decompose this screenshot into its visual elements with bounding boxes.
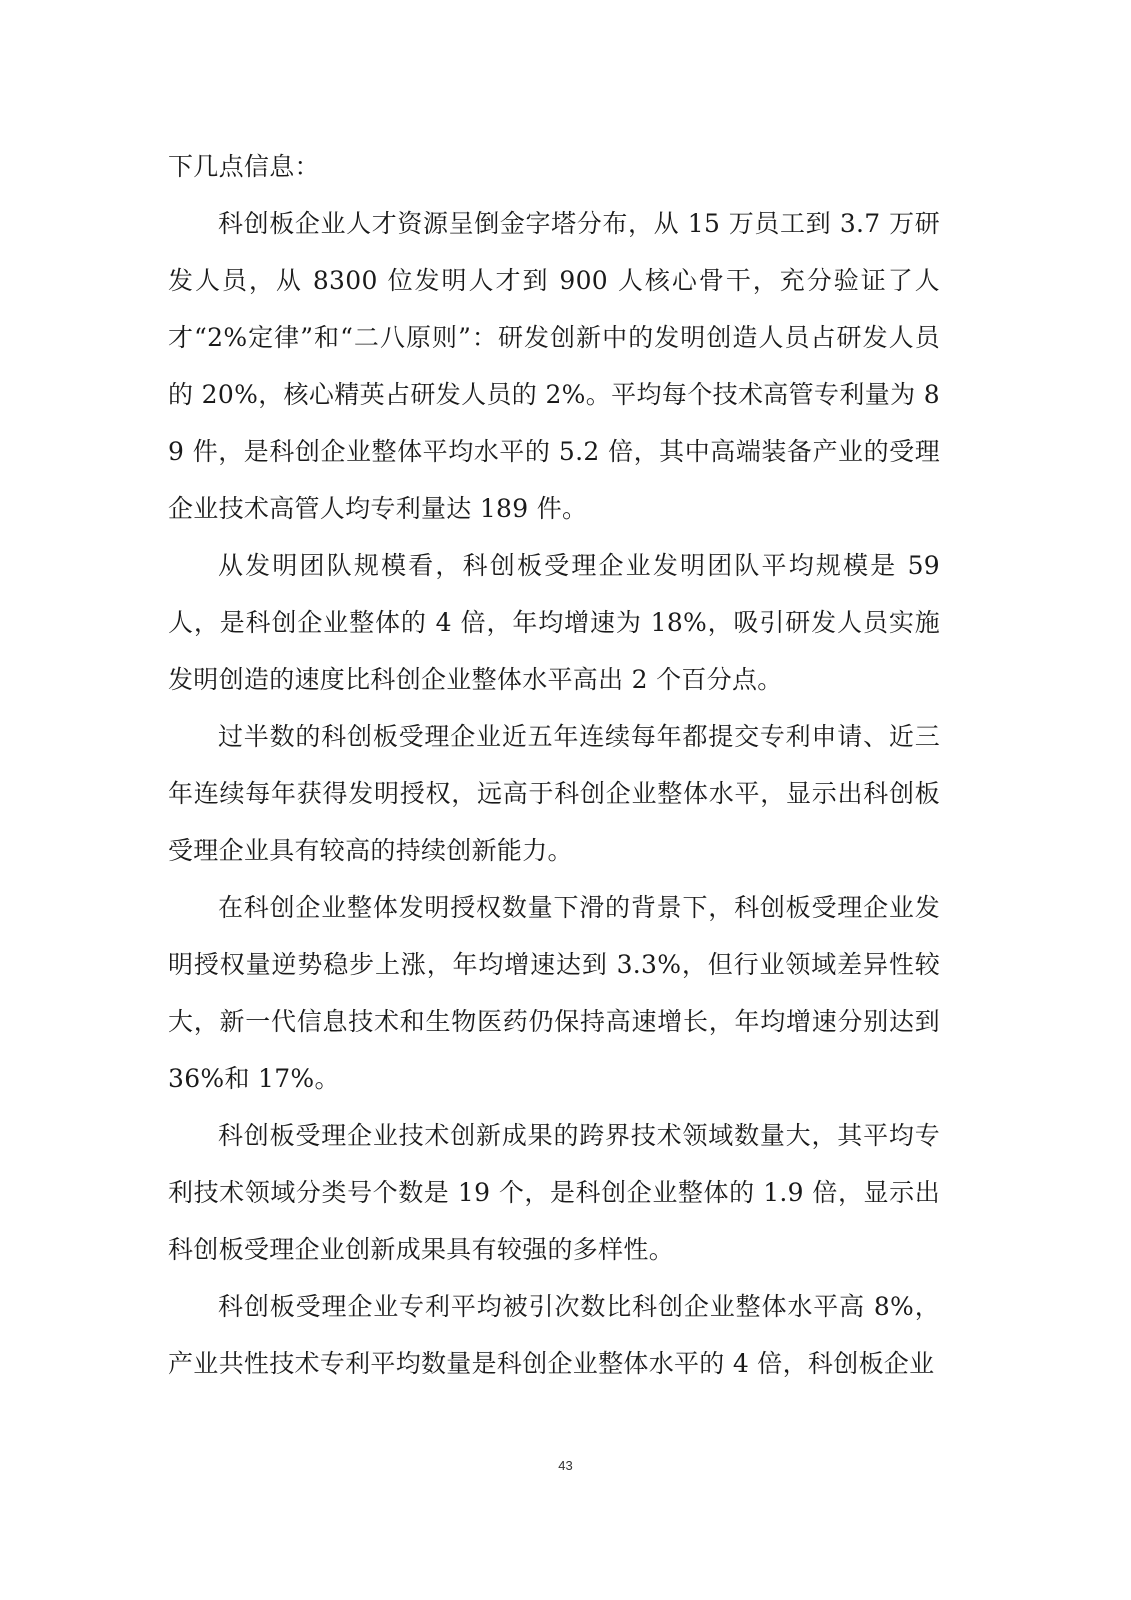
paragraph-team-scale: 从发明团队规模看，科创板受理企业发明团队平均规模是 59 人，是科创企业整体的 4 倍，年均增速为 18%，吸引研发人员实施发明创造的速度比科创企业整体水平高出 2 个百分点。	[168, 551, 940, 694]
paragraph-intro: 下几点信息：	[168, 152, 320, 181]
body-text	[168, 138, 940, 1392]
paragraph-citations: 科创板受理企业专利平均被引次数比科创企业整体水平高 8%，产业共性技术专利平均数量是科创企业整体水平的 4 倍，科创板企业	[168, 1292, 940, 1378]
paragraph-patent-grants: 在科创企业整体发明授权数量下滑的背景下，科创板受理企业发明授权量逆势稳步上涨，年均增速达到 3.3%，但行业领域差异性较大，新一代信息技术和生物医药仍保持高速增长，年均增速分别达到 36%和 17%。	[168, 893, 940, 1093]
paragraph-continuous-innovation: 过半数的科创板受理企业近五年连续每年都提交专利申请、近三年连续每年获得发明授权，远高于科创企业整体水平，显示出科创板受理企业具有较高的持续创新能力。	[168, 722, 940, 865]
paragraph-talent-distribution: 科创板企业人才资源呈倒金字塔分布，从 15 万员工到 3.7 万研发人员，从 8300 位发明人才到 900 人核心骨干，充分验证了人才“2%定律”和“二八原则”：研发创新中的发明创造人员占研发人员的 20%，核心精英占研发人员的 2%。平均每个技术高管专利量为 89 件，是科创企业整体平均水平的 5.2 倍，其中高端装备产业的受理企业技术高管人均专利量达 189 件。	[168, 209, 940, 523]
page-number: 43	[558, 1458, 573, 1473]
paragraph-cross-domain: 科创板受理企业技术创新成果的跨界技术领域数量大，其平均专利技术领域分类号个数是 19 个，是科创企业整体的 1.9 倍，显示出科创板受理企业创新成果具有较强的多样性。	[168, 1121, 940, 1264]
